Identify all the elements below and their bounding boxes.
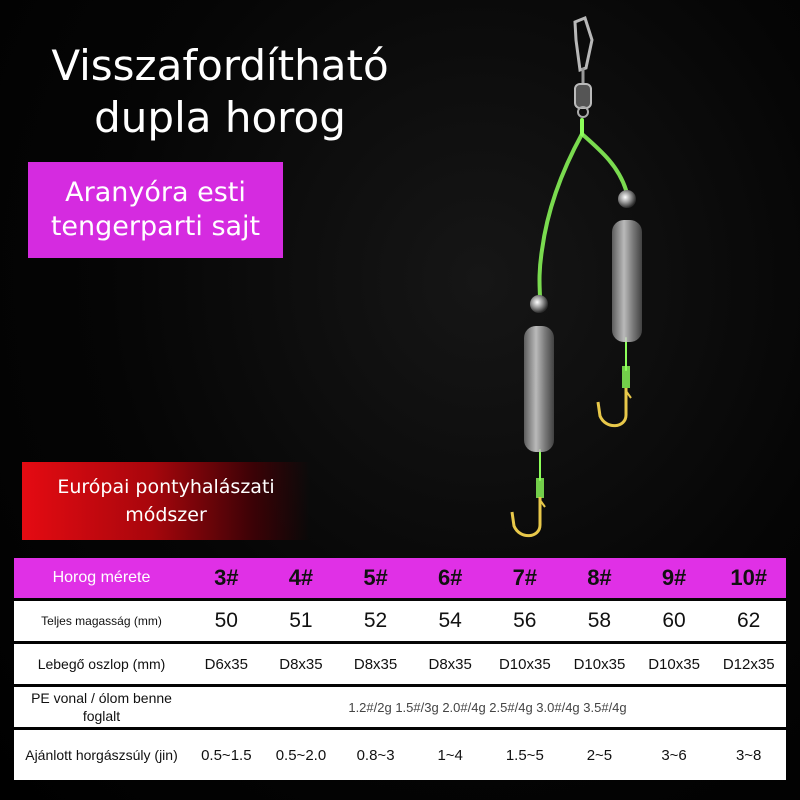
table-cell: D10x35 — [637, 644, 712, 684]
table-cell: 0.5~1.5 — [189, 730, 264, 780]
row-label-total-height: Teljes magasság (mm) — [14, 601, 189, 641]
table-cell: 1.5~5 — [488, 730, 563, 780]
table-cell: 54 — [413, 601, 488, 641]
table-cell: 1~4 — [413, 730, 488, 780]
left-float-assembly — [512, 295, 554, 536]
table-cell: D8x35 — [338, 644, 413, 684]
table-cell: 62 — [711, 601, 786, 641]
method-banner — [22, 462, 310, 540]
table-cell: D10x35 — [488, 644, 563, 684]
table-cell: 60 — [637, 601, 712, 641]
hook-size-cell: 8# — [562, 558, 637, 598]
table-row-recommended — [14, 730, 786, 780]
row-label-pe-line: PE vonal / ólom benne foglalt — [14, 687, 189, 727]
right-float-assembly — [598, 190, 642, 426]
spec-table — [14, 555, 786, 783]
table-cell: 0.8~3 — [338, 730, 413, 780]
table-cell: 56 — [488, 601, 563, 641]
hook-icon — [512, 497, 540, 536]
banner-line-1: Európai pontyhalászati — [57, 476, 275, 498]
pe-line-values: 1.2#/2g 1.5#/3g 2.0#/4g 2.5#/4g 3.0#/4g 3.5#/4g — [189, 687, 786, 727]
table-row-float — [14, 644, 786, 684]
hook-size-cell: 10# — [711, 558, 786, 598]
table-cell: D6x35 — [189, 644, 264, 684]
float-icon — [612, 220, 642, 342]
row-label-hook-size: Horog mérete — [14, 558, 189, 598]
bead-icon — [530, 295, 548, 313]
table-cell: D8x35 — [413, 644, 488, 684]
table-cell: 0.5~2.0 — [264, 730, 339, 780]
hook-size-cell: 3# — [189, 558, 264, 598]
row-label-recommended: Ajánlott horgászsúly (jin) — [14, 730, 189, 780]
bead-icon — [618, 190, 636, 208]
table-cell: 3~8 — [711, 730, 786, 780]
float-icon — [524, 326, 554, 452]
table-cell: 50 — [189, 601, 264, 641]
table-cell: D10x35 — [562, 644, 637, 684]
table-cell: 51 — [264, 601, 339, 641]
badge-line-2: tengerparti sajt — [50, 211, 261, 242]
table-row-pe-line — [14, 687, 786, 727]
hook-size-cell: 4# — [264, 558, 339, 598]
table-cell: 2~5 — [562, 730, 637, 780]
title-line-2: dupla horog — [94, 93, 346, 142]
hook-icon — [598, 388, 626, 426]
banner-line-2: módszer — [125, 504, 207, 526]
table-cell: 3~6 — [637, 730, 712, 780]
hook-size-cell: 9# — [637, 558, 712, 598]
badge-line-1: Aranyóra esti — [65, 177, 246, 208]
hook-size-cell: 6# — [413, 558, 488, 598]
snap-swivel — [575, 18, 592, 117]
table-header-row — [14, 558, 786, 598]
table-cell: D12x35 — [711, 644, 786, 684]
row-label-float: Lebegő oszlop (mm) — [14, 644, 189, 684]
table-cell: 58 — [562, 601, 637, 641]
hook-size-cell: 7# — [488, 558, 563, 598]
hook-size-cell: 5# — [338, 558, 413, 598]
table-cell: 52 — [338, 601, 413, 641]
table-row-total-height — [14, 601, 786, 641]
table-cell: D8x35 — [264, 644, 339, 684]
title-line-1: Visszafordítható — [51, 41, 389, 90]
